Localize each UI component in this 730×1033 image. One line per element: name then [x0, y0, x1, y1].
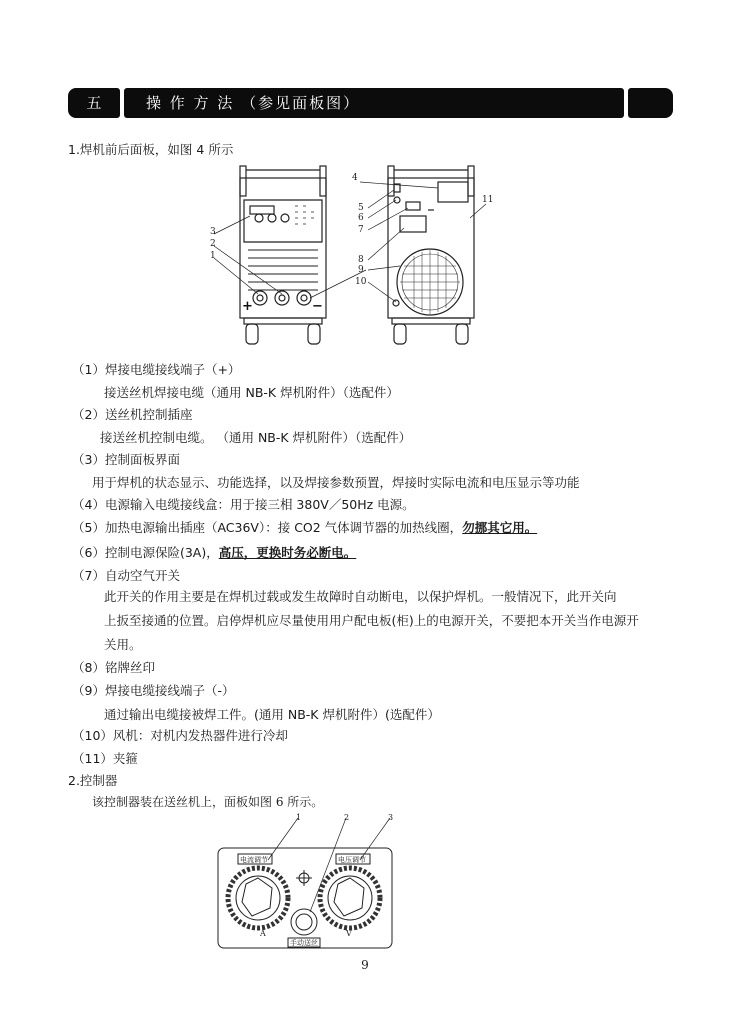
item-1-desc: 接送丝机焊接电缆（通用 NB-K 焊机附件）（选配件）: [104, 385, 399, 400]
item-6-warning: 高压，更换时务必断电。: [218, 545, 357, 560]
manual-feed-label: 手动送丝: [290, 939, 318, 947]
item-9-desc: 通过输出电缆接被焊工件。(通用 NB-K 焊机附件）(选配件）: [104, 707, 440, 722]
callout-4: 4: [352, 173, 358, 183]
voltage-adjust-label: 电压调节: [338, 856, 366, 864]
current-adjust-label: 电流调节: [240, 856, 268, 864]
controller-desc: 该控制器装在送丝机上，面板如图 6 所示。: [92, 795, 324, 809]
item-6-label: （6）控制电源保险(3A)，: [72, 545, 219, 560]
item-7-desc-line-3: 关用。: [104, 637, 142, 652]
callout-2: 2: [210, 239, 216, 249]
controller-panel-figure: [210, 812, 400, 954]
manual-feed-button: [291, 909, 317, 935]
callout-6: 6: [358, 213, 364, 223]
item-8-label: （8）铭牌丝印: [72, 660, 155, 675]
panel-heading: 1.焊机前后面板，如图 4 所示: [68, 142, 234, 157]
section-number: 五: [86, 94, 102, 112]
callout-3: 3: [210, 227, 216, 237]
fig6-callout-1: 1: [296, 813, 302, 822]
voltage-knob: [320, 868, 380, 928]
current-knob: [228, 868, 288, 928]
item-7-desc-line-1: 此开关的作用主要是在焊机过载或发生故障时自动断电，以保护焊机。一般情况下，此开关向: [104, 589, 617, 604]
item-7-label: （7）自动空气开关: [72, 568, 180, 583]
minus-sign: −: [312, 299, 323, 314]
item-3-label: （3）控制面板界面: [72, 452, 180, 467]
controller-heading: 2.控制器: [68, 773, 118, 788]
item-5-warning: 勿挪其它用。: [462, 520, 538, 535]
fig6-callout-3: 3: [388, 813, 394, 822]
callout-5: 5: [358, 203, 364, 213]
item-2-desc: 接送丝机控制电缆。 （通用 NB-K 焊机附件）（选配件）: [100, 430, 412, 445]
welder-panels-figure: [200, 158, 500, 353]
section-title: 操 作 方 法 （参见面板图）: [146, 94, 361, 112]
item-4-label: （4）电源输入电缆接线盒：用于接三相 380V／50Hz 电源。: [72, 497, 415, 512]
indicator-crosshair: [296, 870, 312, 886]
item-2-label: （2）送丝机控制插座: [72, 407, 193, 422]
item-5-label: （5）加热电源输出插座（AC36V）：接 CO2 气体调节器的加热线圈，: [72, 520, 463, 535]
item-3-desc: 用于焊机的状态显示、功能选择，以及焊接参数预置，焊接时实际电流和电压显示等功能: [92, 475, 580, 490]
item-6-line: [72, 545, 356, 561]
rear-panel-drawing: [388, 166, 474, 344]
item-7-desc-line-2: 上扳至接通的位置。启停焊机应尽量使用用户配电板(柜)上的电源开关，不要把本开关当作电源开: [104, 613, 639, 628]
callout-7: 7: [358, 225, 364, 235]
section-banner: [68, 88, 673, 118]
fig6-callout-2: 2: [344, 813, 350, 822]
callout-10: 10: [355, 277, 367, 287]
callout-9: 9: [358, 265, 364, 275]
plus-sign: +: [242, 299, 253, 314]
callout-11: 11: [482, 195, 494, 205]
ampere-unit: A: [260, 929, 266, 938]
banner-right-block: [628, 88, 673, 118]
volt-unit: V: [346, 929, 352, 938]
front-panel-drawing: [240, 166, 326, 344]
item-5-line: [72, 520, 537, 536]
callout-8: 8: [358, 255, 364, 265]
page-number: 9: [361, 958, 369, 972]
item-9-label: （9）焊接电缆接线端子（-）: [72, 683, 235, 698]
item-10-label: （10）风机：对机内发热器件进行冷却: [72, 728, 288, 743]
callout-1: 1: [210, 251, 216, 261]
item-1-label: （1）焊接电缆接线端子（+）: [72, 362, 241, 377]
item-11-label: （11）夹箍: [72, 751, 138, 766]
